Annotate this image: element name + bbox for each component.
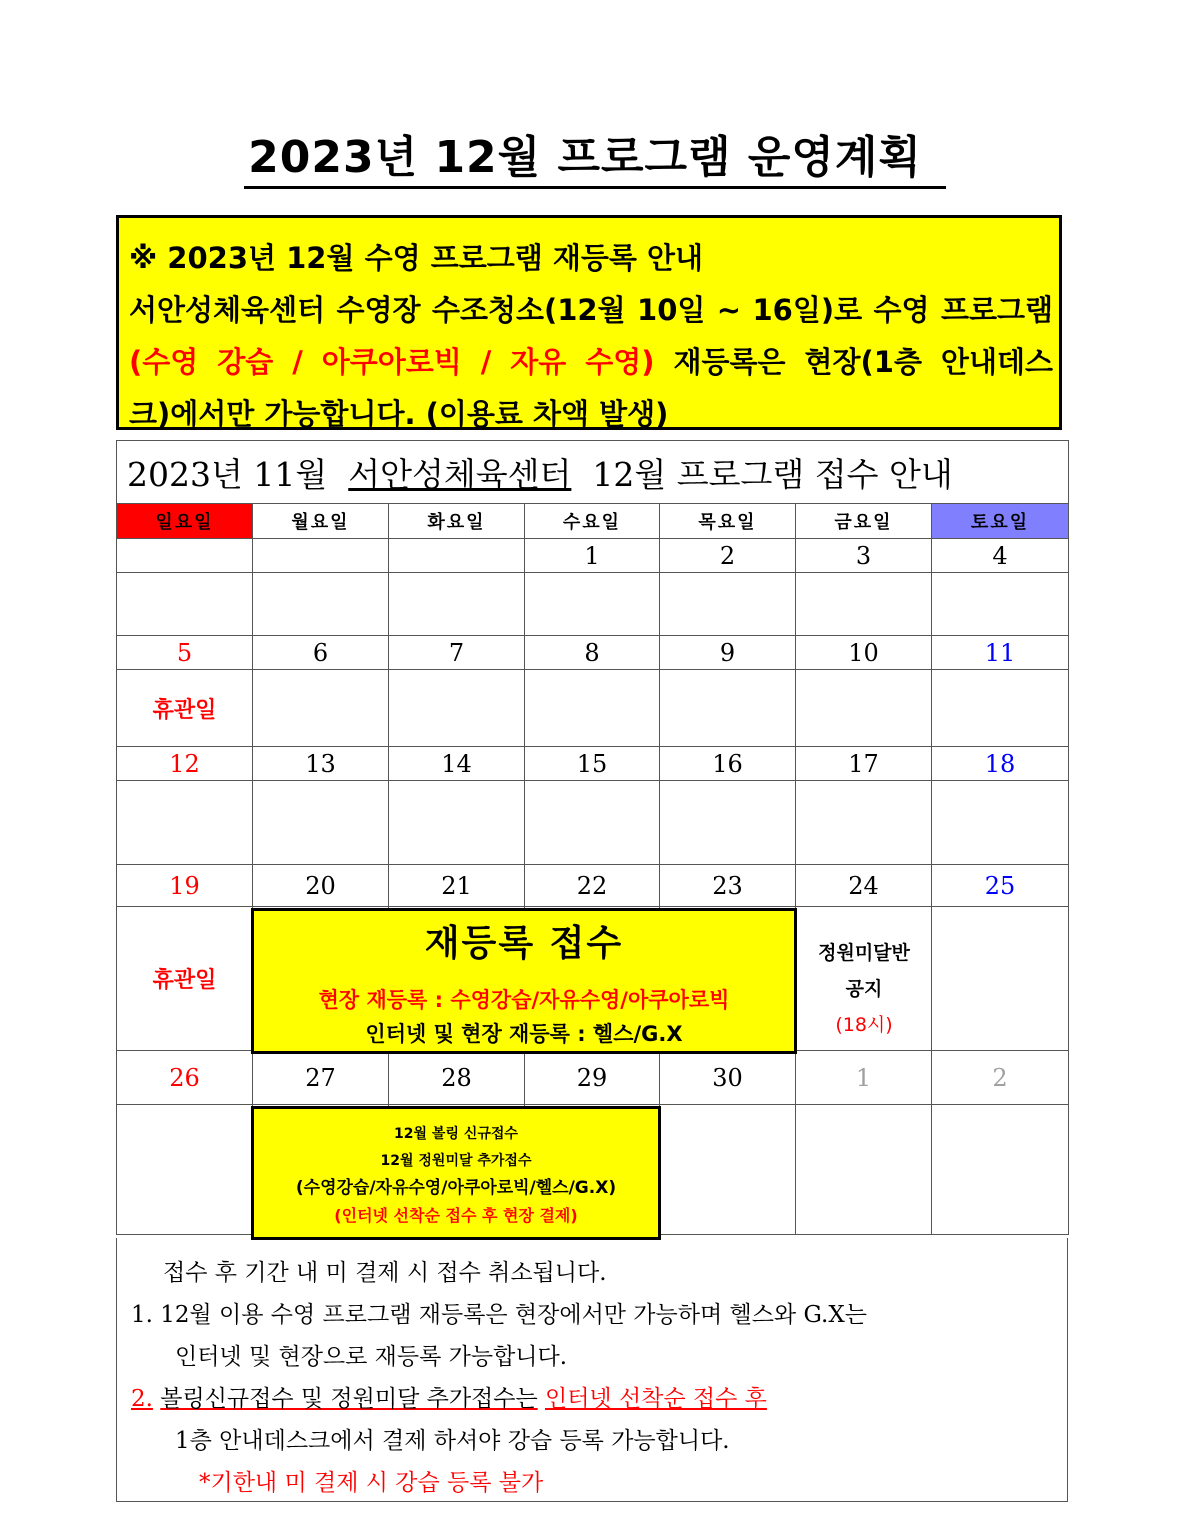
date-cell: 23 — [660, 865, 796, 907]
day-body — [117, 781, 253, 865]
notice-line-2: 서안성체육센터 수영장 수조청소(12월 10일 ~ 16일)로 수영 프로그램 — [129, 293, 1053, 327]
closed-day-label: 휴관일 — [117, 670, 253, 747]
day-body — [796, 670, 932, 747]
weekday-sun: 일요일 — [117, 504, 253, 539]
notice-line-3-rest: 재등록은 현장(1층 안내데스 — [654, 345, 1053, 379]
bowling-registration-box — [251, 1106, 661, 1240]
footer-notes — [116, 1238, 1068, 1502]
calendar-header — [117, 441, 1069, 504]
date-cell: 17 — [796, 747, 932, 781]
day-body — [932, 781, 1069, 865]
weekday-row — [117, 504, 1069, 539]
date-cell: 8 — [525, 636, 660, 670]
notice-line-1: ※ 2023년 12월 수영 프로그램 재등록 안내 — [129, 241, 704, 275]
day-body — [660, 670, 796, 747]
date-cell: 27 — [253, 1051, 389, 1105]
day-body — [796, 781, 932, 865]
date-cell — [117, 539, 253, 573]
day-body — [932, 907, 1069, 1051]
week-1-dates — [117, 539, 1069, 573]
day-body — [525, 670, 660, 747]
date-cell: 7 — [389, 636, 525, 670]
day-body — [253, 670, 389, 747]
calendar-header-month: 2023년 11월 — [127, 454, 328, 494]
bowling-line-1: 12월 볼링 신규접수 — [394, 1126, 518, 1142]
under-enrollment-notice — [796, 935, 932, 1043]
day-body — [932, 573, 1069, 636]
date-cell: 15 — [525, 747, 660, 781]
date-cell: 26 — [117, 1051, 253, 1105]
weekday-sat: 토요일 — [932, 504, 1069, 539]
day-body — [932, 1105, 1069, 1235]
weekday-wed: 수요일 — [525, 504, 660, 539]
day-body — [525, 781, 660, 865]
calendar-header-row — [117, 441, 1069, 504]
footer-warning: *기한내 미 결제 시 강습 등록 불가 — [199, 1470, 544, 1496]
day-body — [389, 781, 525, 865]
week-2-dates — [117, 636, 1069, 670]
footer-item-2b: 1층 안내데스크에서 결제 하셔야 강습 등록 가능합니다. — [175, 1428, 730, 1454]
date-cell: 18 — [932, 747, 1069, 781]
footer-item-1a: 1. 12월 이용 수영 프로그램 재등록은 현장에서만 가능하며 헬스와 G.X는 — [131, 1302, 867, 1328]
footer-line-0: 접수 후 기간 내 미 결제 시 접수 취소됩니다. — [163, 1260, 607, 1286]
day-body — [660, 781, 796, 865]
week-4-dates — [117, 865, 1069, 907]
page-title-wrap — [0, 132, 1190, 189]
day-body — [660, 1105, 796, 1235]
date-cell: 11 — [932, 636, 1069, 670]
date-cell: 5 — [117, 636, 253, 670]
day-body — [389, 573, 525, 636]
footer-item-2-black: 볼링신규접수 및 정원미달 추가접수는 — [160, 1386, 538, 1412]
week-5-dates — [117, 1051, 1069, 1105]
day-body — [389, 670, 525, 747]
re-registration-title: 재등록 접수 — [424, 923, 624, 964]
week-3-body — [117, 781, 1069, 865]
day-body — [796, 573, 932, 636]
day-body — [796, 1105, 932, 1235]
notice-line-4: 크)에서만 가능합니다. (이용료 차액 발생) — [129, 397, 669, 431]
footer-item-2-red: 인터넷 선착순 접수 후 — [545, 1386, 767, 1412]
weekday-mon: 월요일 — [253, 504, 389, 539]
date-cell: 28 — [389, 1051, 525, 1105]
date-cell: 21 — [389, 865, 525, 907]
date-cell: 9 — [660, 636, 796, 670]
day-body — [117, 1105, 253, 1235]
re-registration-box — [251, 908, 797, 1054]
day-body — [117, 573, 253, 636]
date-cell: 6 — [253, 636, 389, 670]
under-enrollment-line-2: 공지 — [845, 978, 883, 1000]
under-enrollment-line-1: 정원미달반 — [818, 942, 910, 964]
day-body — [253, 781, 389, 865]
under-enrollment-time: (18시) — [835, 1014, 893, 1036]
onsite-re-registration: 현장 재등록 : 수영강습/자유수영/아쿠아로빅 — [318, 988, 730, 1012]
day-body — [253, 573, 389, 636]
day-body — [660, 573, 796, 636]
weekday-tue: 화요일 — [389, 504, 525, 539]
weekday-thu: 목요일 — [660, 504, 796, 539]
date-cell: 20 — [253, 865, 389, 907]
date-cell: 24 — [796, 865, 932, 907]
week-3-dates — [117, 747, 1069, 781]
weekday-fri: 금요일 — [796, 504, 932, 539]
date-cell: 19 — [117, 865, 253, 907]
date-cell: 14 — [389, 747, 525, 781]
day-body — [932, 670, 1069, 747]
date-cell: 25 — [932, 865, 1069, 907]
date-cell: 22 — [525, 865, 660, 907]
calendar-header-center: 서안성체육센터 — [348, 454, 572, 494]
date-cell — [389, 539, 525, 573]
footer-item-2a — [131, 1380, 767, 1413]
date-cell: 12 — [117, 747, 253, 781]
date-cell: 2 — [660, 539, 796, 573]
date-cell: 10 — [796, 636, 932, 670]
week-1-body — [117, 573, 1069, 636]
notice-line-3 — [129, 336, 1053, 388]
day-body — [525, 573, 660, 636]
date-cell: 13 — [253, 747, 389, 781]
online-onsite-re-registration: 인터넷 및 현장 재등록 : 헬스/G.X — [365, 1022, 683, 1046]
bowling-line-4: (인터넷 선착순 접수 후 현장 결제) — [334, 1206, 578, 1225]
date-cell — [253, 539, 389, 573]
week-2-body — [117, 670, 1069, 747]
date-cell: 29 — [525, 1051, 660, 1105]
calendar-header-title: 12월 프로그램 접수 안내 — [592, 454, 953, 494]
date-cell: 30 — [660, 1051, 796, 1105]
page-title: 2023년 12월 프로그램 운영계획 — [244, 132, 946, 189]
date-cell: 1 — [525, 539, 660, 573]
date-cell: 4 — [932, 539, 1069, 573]
bowling-line-3: (수영강습/자유수영/아쿠아로빅/헬스/G.X) — [295, 1178, 617, 1198]
date-cell: 16 — [660, 747, 796, 781]
footer-item-2-number: 2. — [131, 1386, 153, 1412]
footer-item-1b: 인터넷 및 현장으로 재등록 가능합니다. — [175, 1344, 568, 1370]
date-cell: 3 — [796, 539, 932, 573]
date-cell: 2 — [932, 1051, 1069, 1105]
notice-box — [116, 215, 1062, 430]
date-cell: 1 — [796, 1051, 932, 1105]
notice-programs: (수영 강습 / 아쿠아로빅 / 자유 수영) — [129, 345, 655, 379]
closed-day-label: 휴관일 — [117, 907, 253, 1051]
bowling-line-2: 12월 정원미달 추가접수 — [380, 1153, 532, 1169]
